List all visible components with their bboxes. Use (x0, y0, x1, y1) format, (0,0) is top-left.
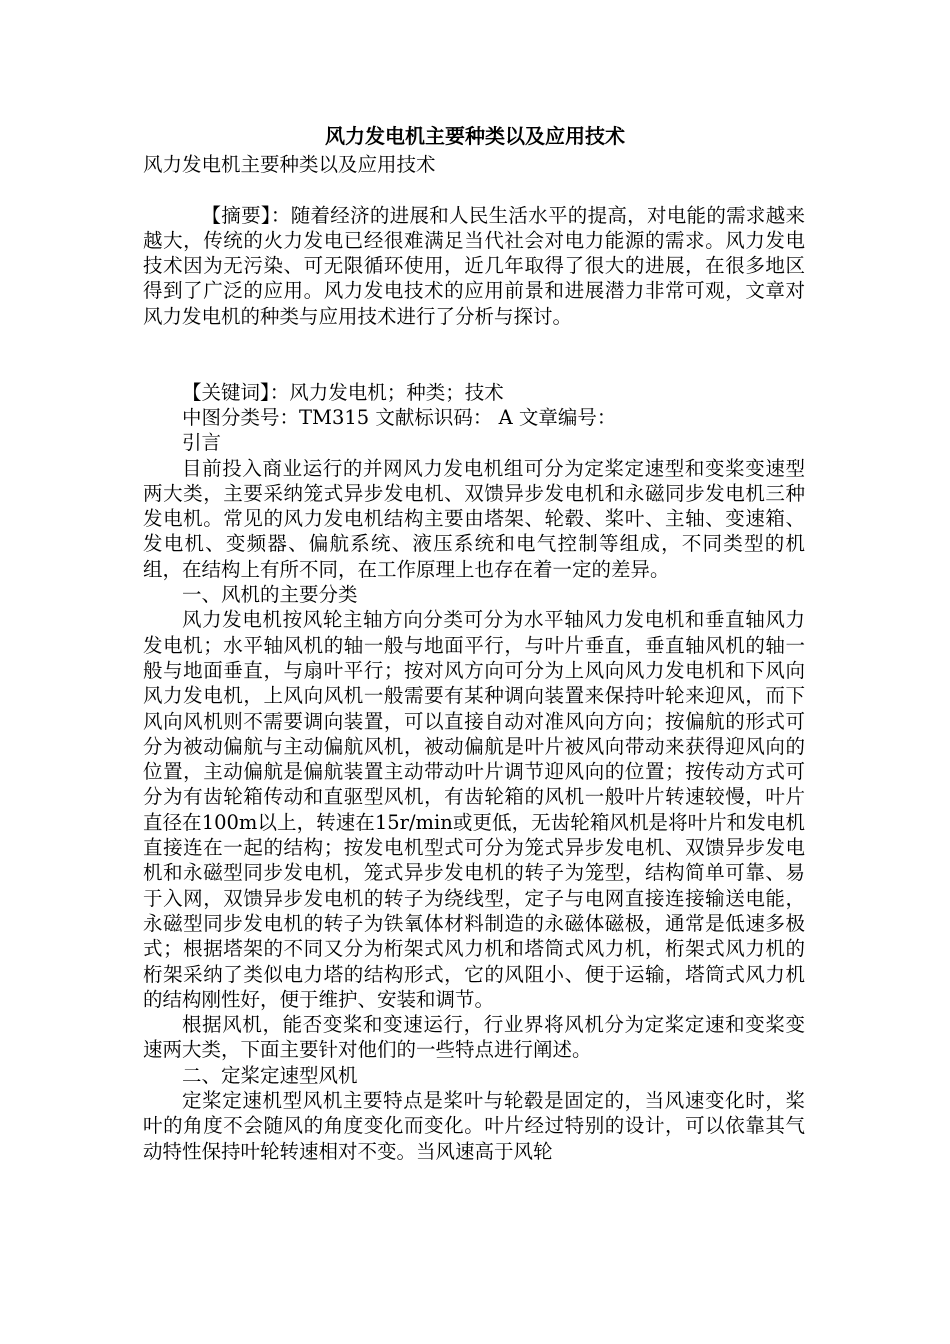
section2-heading: 二、定桨定速型风机 (182, 1063, 358, 1087)
intro-paragraph: 目前投入商业运行的并网风力发电机组可分为定桨定速型和变桨变速型两大类，主要采纳笼式异步发电机、双馈异步发电机和永磁同步发电机三种发电机。常见的风力发电机结构主要由塔架、轮毂、桨叶、主轴、变速箱、发电机、变频器、偏航系统、液压系统和电气控制等组成，不同类型的机组，在结构上有所不同，在工作原理上也存在着一定的差异。 (143, 456, 805, 581)
section1-paragraph-2: 根据风机，能否变桨和变速运行，行业界将风机分为定桨定速和变桨变速两大类，下面主要针对他们的一些特点进行阐述。 (143, 1013, 805, 1062)
document-subtitle: 风力发电机主要种类以及应用技术 (143, 153, 436, 176)
abstract-paragraph: 【摘要】：随着经济的进展和人民生活水平的提高，对电能的需求越来越大，传统的火力发电已经很难满足当代社会对电力能源的需求。风力发电技术因为无污染、可无限循环使用，近几年取得了很大的进展，在很多地区得到了广泛的应用。风力发电技术的应用前景和进展潜力非常可观，文章对风力发电机的种类与应用技术进行了分析与探讨。 (143, 203, 805, 328)
spacer (143, 329, 805, 380)
classification-line: 中图分类号：TM315 文献标识码： A 文章编号： (182, 405, 617, 429)
section1-heading: 一、风机的主要分类 (182, 583, 358, 607)
section2-paragraph-1: 定桨定速机型风机主要特点是桨叶与轮毂是固定的，当风速变化时，桨叶的角度不会随风的角度变化而变化。叶片经过特别的设计，可以依靠其气动特性保持叶轮转速相对不变。当风速高于风轮 (143, 1088, 805, 1163)
spacer (143, 177, 805, 202)
document-body (143, 152, 805, 1164)
keywords-line: 【关键词】：风力发电机；种类；技术 (182, 380, 504, 404)
document-title: 风力发电机主要种类以及应用技术 (325, 124, 625, 148)
intro-heading: 引言 (182, 431, 222, 455)
section1-paragraph-1: 风力发电机按风轮主轴方向分类可分为水平轴风力发电机和垂直轴风力发电机；水平轴风机的轴一般与地面平行，与叶片垂直，垂直轴风机的轴一般与地面垂直，与扇叶平行；按对风方向可分为上风向风力发电机和下风向风力发电机，上风向风机一般需要有某种调向装置来保持叶轮来迎风，而下风向风机则不需要调向装置，可以直接自动对准风向方向；按偏航的形式可分为被动偏航与主动偏航风机，被动偏航是叶片被风向带动来获得迎风向的位置，主动偏航是偏航装置主动带动叶片调节迎风向的位置；按传动方式可分为有齿轮箱传动和直驱型风机，有齿轮箱的风机一般叶片转速较慢，叶片直径在100m以上，转速在15r/min或更低，无齿轮箱风机是将叶片和发电机直接连在一起的结构；按发电机型式可分为笼式异步发电机、双馈异步发电机和永磁型同步发电机，笼式异步发电机的转子为笼型，结构简单可靠、易于入网，双馈异步发电机的转子为绕线型，定子与电网直接连接输送电能，永磁型同步发电机的转子为铁氧体材料制造的永磁体磁极，通常是低速多极式；根据塔架的不同又分为桁架式风力机和塔筒式风力机，桁架式风力机的桁架采纳了类似电力塔的结构形式，它的风阻小、便于运输，塔筒式风力机的结构刚性好，便于维护、安装和调节。 (143, 608, 805, 1011)
